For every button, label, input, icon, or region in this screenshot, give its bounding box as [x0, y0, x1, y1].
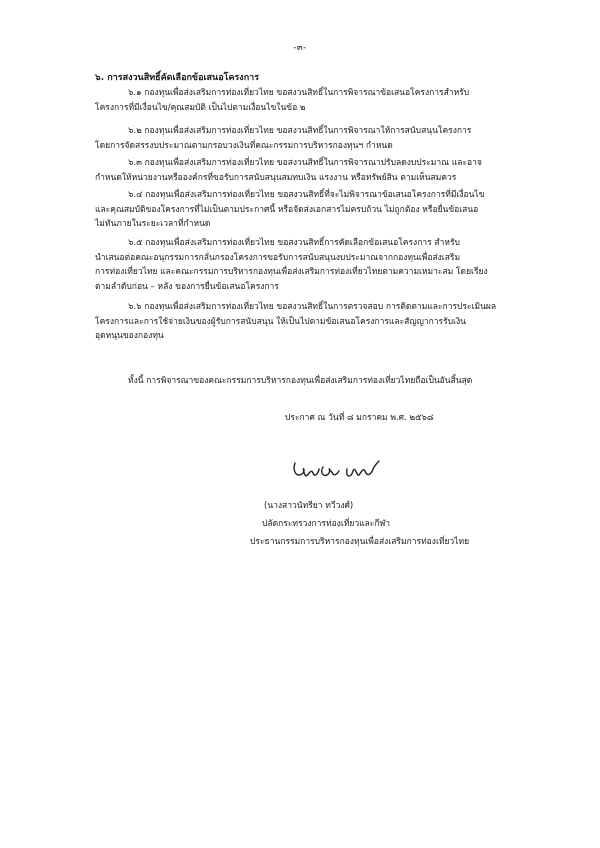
- clause-6-1: [95, 86, 527, 115]
- handwritten-signature: [289, 453, 381, 487]
- clause-line: และคุณสมบัติของโครงการที่ไม่เป็นตามประกาศนี้ หรือจัดส่งเอกสารไม่ครบถ้วน ไม่ถูกต้อง หรือยื่นข้อเสนอ: [95, 204, 479, 215]
- clause-line: ๖.๕ กองทุนเพื่อส่งเสริมการท่องเที่ยวไทย ขอสงวนสิทธิ์การคัดเลือกข้อเสนอโครงการ สำหรับ: [128, 238, 460, 248]
- announcement-date: ประกาศ ณ วันที่ ๘ มกราคม พ.ศ. ๒๕๖๘: [285, 413, 434, 423]
- clause-line: อุดหนุนของกองทุน: [95, 331, 164, 341]
- clause-line: โครงการที่มีเงื่อนไข/คุณสมบัติ เป็นไปตามเงื่อนไขในข้อ ๒: [95, 102, 306, 113]
- signatory-name: (นางสาวนัทรียา ทวีวงศ์): [264, 501, 354, 511]
- clause-line: โครงการและการใช้จ่ายเงินของผู้รับการสนับสนุน ให้เป็นไปตามข้อเสนอโครงการและสัญญาการรับเงิน: [95, 316, 466, 327]
- clause-line: การท่องเที่ยวไทย และคณะกรรมการบริหารกองทุนเพื่อส่งเสริมการท่องเที่ยวไทยตามความเหมาะสม โดยเรียง: [95, 267, 488, 277]
- clause-line: ๖.๔ กองทุนเพื่อส่งเสริมการท่องเที่ยวไทย ขอสงวนสิทธิ์ที่จะไม่พิจารณาข้อเสนอโครงการที่มีเงื่อนไข: [128, 190, 485, 200]
- page-number: -๓-: [293, 43, 307, 53]
- section-heading: ๖. การสงวนสิทธิ์คัดเลือกข้อเสนอโครงการ: [95, 73, 260, 83]
- clause-6-2: [95, 124, 527, 153]
- clause-6-5: [95, 236, 527, 294]
- clause-line: ๖.๓ กองทุนเพื่อส่งเสริมการท่องเที่ยวไทย ขอสงวนสิทธิ์ในการพิจารณาปรับลดงบประมาณ และอาจ: [128, 158, 482, 168]
- clause-line: ๖.๑ กองทุนเพื่อส่งเสริมการท่องเที่ยวไทย ขอสงวนสิทธิ์ในการพิจารณาข้อเสนอโครงการสำหรับ: [128, 88, 470, 98]
- clause-line: โดยการจัดสรรงบประมาณตามกรอบวงเงินที่คณะกรรมการบริหารกองทุนฯ กำหนด: [95, 140, 393, 151]
- clause-line: ๖.๖ กองทุนเพื่อส่งเสริมการท่องเที่ยวไทย ขอสงวนสิทธิ์ในการตรวจสอบ การติดตามและการประเมินผล: [128, 302, 497, 312]
- signatory-position-1: ปลัดกระทรวงการท่องเที่ยวและกีฬา: [262, 519, 391, 529]
- signatory-block: [250, 497, 580, 551]
- signatory-position-2: ประธานกรรมการบริหารกองทุนเพื่อส่งเสริมการท่องเที่ยวไทย: [250, 537, 470, 547]
- closing-statement: ทั้งนี้ การพิจารณาของคณะกรรมการบริหารกองทุนเพื่อส่งเสริมการท่องเที่ยวไทยถือเป็นอันสิ้นสุด: [128, 376, 473, 386]
- clause-line: ไม่ทันภายในระยะเวลาที่กำหนด: [95, 219, 211, 229]
- clause-6-4: [95, 188, 527, 232]
- clause-line: นำเสนอต่อคณะอนุกรรมการกลั่นกรองโครงการขอรับการสนับสนุนงบประมาณจากกองทุนเพื่อส่งเสริม: [95, 252, 461, 263]
- clause-line: ตามลำดับก่อน – หลัง ของการยื่นข้อเสนอโครงการ: [95, 281, 279, 292]
- clause-line: กำหนดให้หน่วยงานหรือองค์กรที่ขอรับการสนับสนุนสมทบเงิน แรงงาน หรือทรัพย์สิน ตามเห็นสมควร: [95, 172, 457, 183]
- clause-6-3: [95, 156, 527, 185]
- clause-6-6: [95, 300, 527, 344]
- clause-line: ๖.๒ กองทุนเพื่อส่งเสริมการท่องเที่ยวไทย ขอสงวนสิทธิ์ในการพิจารณาให้การสนับสนุนโครงการ: [128, 126, 472, 136]
